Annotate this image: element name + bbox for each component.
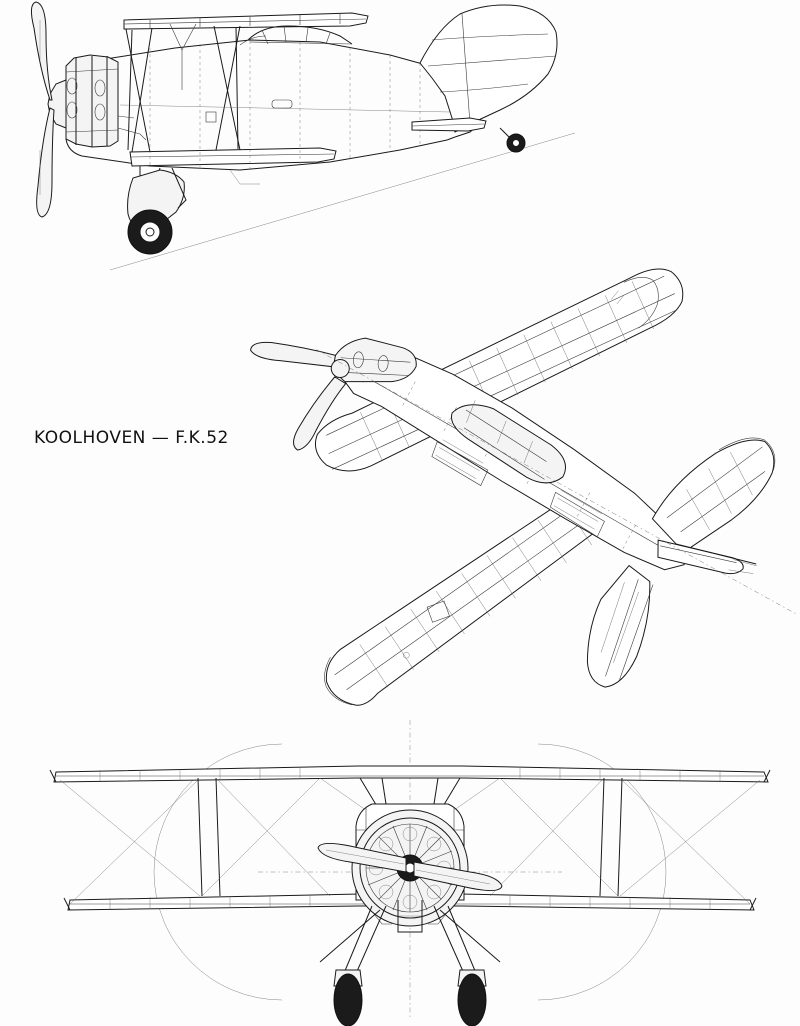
main-landing-gear-side (128, 166, 186, 254)
front-view-svg (20, 700, 800, 1026)
upper-wing-front (50, 766, 770, 782)
horizontal-tail-side (412, 118, 486, 131)
propeller-side (31, 2, 66, 217)
front-elevation-view (20, 700, 800, 1026)
upper-wing-side (124, 13, 368, 29)
tail-wheel-side (500, 128, 525, 152)
engine-cowling (66, 55, 118, 147)
plan-view-group (208, 190, 800, 777)
plan-view (190, 240, 800, 710)
cockpit-canopy-side (240, 26, 352, 45)
top-view-svg (190, 240, 800, 710)
horizontal-tail-left-plan (560, 560, 681, 691)
drawing-caption: KOOLHOVEN — F.K.52 (34, 428, 229, 448)
lower-wing-side (130, 148, 336, 166)
vertical-tail-side (420, 5, 557, 132)
